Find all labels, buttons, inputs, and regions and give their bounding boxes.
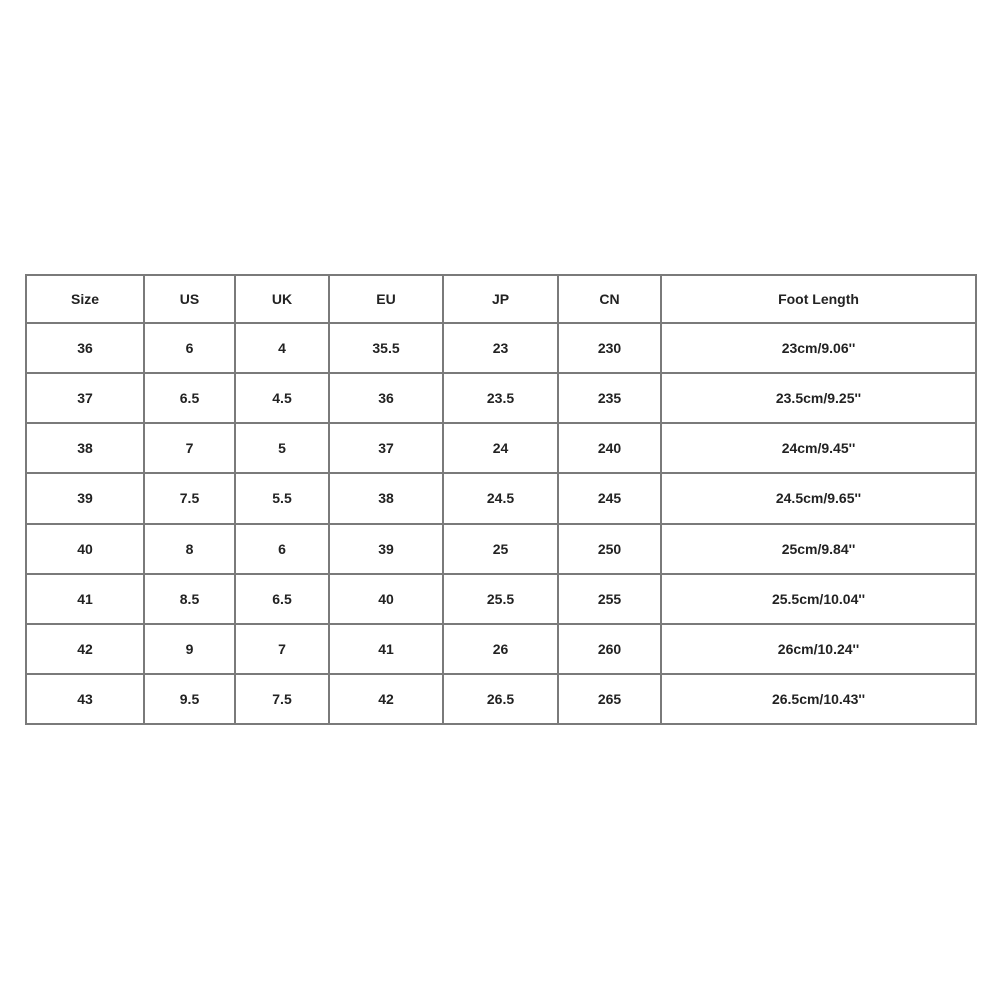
cell-uk: 6	[235, 524, 329, 574]
cell-us: 9.5	[144, 674, 235, 724]
cell-foot-length: 23cm/9.06''	[661, 323, 976, 373]
cell-cn: 255	[558, 574, 661, 624]
cell-us: 7.5	[144, 473, 235, 523]
cell-foot-length: 24.5cm/9.65''	[661, 473, 976, 523]
cell-foot-length: 26cm/10.24''	[661, 624, 976, 674]
cell-eu: 36	[329, 373, 443, 423]
cell-uk: 4.5	[235, 373, 329, 423]
cell-us: 9	[144, 624, 235, 674]
header-cell-foot-length: Foot Length	[661, 275, 976, 323]
cell-size: 40	[26, 524, 144, 574]
cell-uk: 6.5	[235, 574, 329, 624]
cell-cn: 260	[558, 624, 661, 674]
header-row	[26, 275, 976, 323]
table-row	[26, 624, 976, 674]
cell-eu: 38	[329, 473, 443, 523]
header-cell-us: US	[144, 275, 235, 323]
table-row	[26, 524, 976, 574]
cell-cn: 250	[558, 524, 661, 574]
cell-size: 37	[26, 373, 144, 423]
cell-eu: 40	[329, 574, 443, 624]
cell-cn: 230	[558, 323, 661, 373]
table-row	[26, 373, 976, 423]
cell-eu: 41	[329, 624, 443, 674]
cell-foot-length: 24cm/9.45''	[661, 423, 976, 473]
cell-uk: 5.5	[235, 473, 329, 523]
cell-cn: 235	[558, 373, 661, 423]
cell-foot-length: 25cm/9.84''	[661, 524, 976, 574]
table-row	[26, 323, 976, 373]
cell-us: 8.5	[144, 574, 235, 624]
cell-uk: 4	[235, 323, 329, 373]
cell-jp: 25	[443, 524, 558, 574]
cell-jp: 24	[443, 423, 558, 473]
cell-uk: 5	[235, 423, 329, 473]
cell-us: 6	[144, 323, 235, 373]
table-row	[26, 574, 976, 624]
table-row	[26, 423, 976, 473]
cell-eu: 42	[329, 674, 443, 724]
header-cell-jp: JP	[443, 275, 558, 323]
table-row	[26, 473, 976, 523]
cell-jp: 26	[443, 624, 558, 674]
cell-eu: 37	[329, 423, 443, 473]
cell-us: 7	[144, 423, 235, 473]
cell-eu: 39	[329, 524, 443, 574]
cell-size: 42	[26, 624, 144, 674]
cell-jp: 23.5	[443, 373, 558, 423]
cell-us: 8	[144, 524, 235, 574]
cell-foot-length: 23.5cm/9.25''	[661, 373, 976, 423]
cell-jp: 26.5	[443, 674, 558, 724]
cell-size: 39	[26, 473, 144, 523]
cell-jp: 23	[443, 323, 558, 373]
cell-uk: 7.5	[235, 674, 329, 724]
cell-foot-length: 26.5cm/10.43''	[661, 674, 976, 724]
cell-cn: 240	[558, 423, 661, 473]
cell-uk: 7	[235, 624, 329, 674]
cell-cn: 245	[558, 473, 661, 523]
cell-eu: 35.5	[329, 323, 443, 373]
header-cell-cn: CN	[558, 275, 661, 323]
cell-size: 36	[26, 323, 144, 373]
size-chart-table	[25, 274, 977, 725]
cell-cn: 265	[558, 674, 661, 724]
table-row	[26, 674, 976, 724]
header-cell-uk: UK	[235, 275, 329, 323]
cell-jp: 24.5	[443, 473, 558, 523]
header-cell-size: Size	[26, 275, 144, 323]
cell-size: 43	[26, 674, 144, 724]
cell-size: 38	[26, 423, 144, 473]
cell-jp: 25.5	[443, 574, 558, 624]
header-cell-eu: EU	[329, 275, 443, 323]
cell-foot-length: 25.5cm/10.04''	[661, 574, 976, 624]
cell-us: 6.5	[144, 373, 235, 423]
cell-size: 41	[26, 574, 144, 624]
